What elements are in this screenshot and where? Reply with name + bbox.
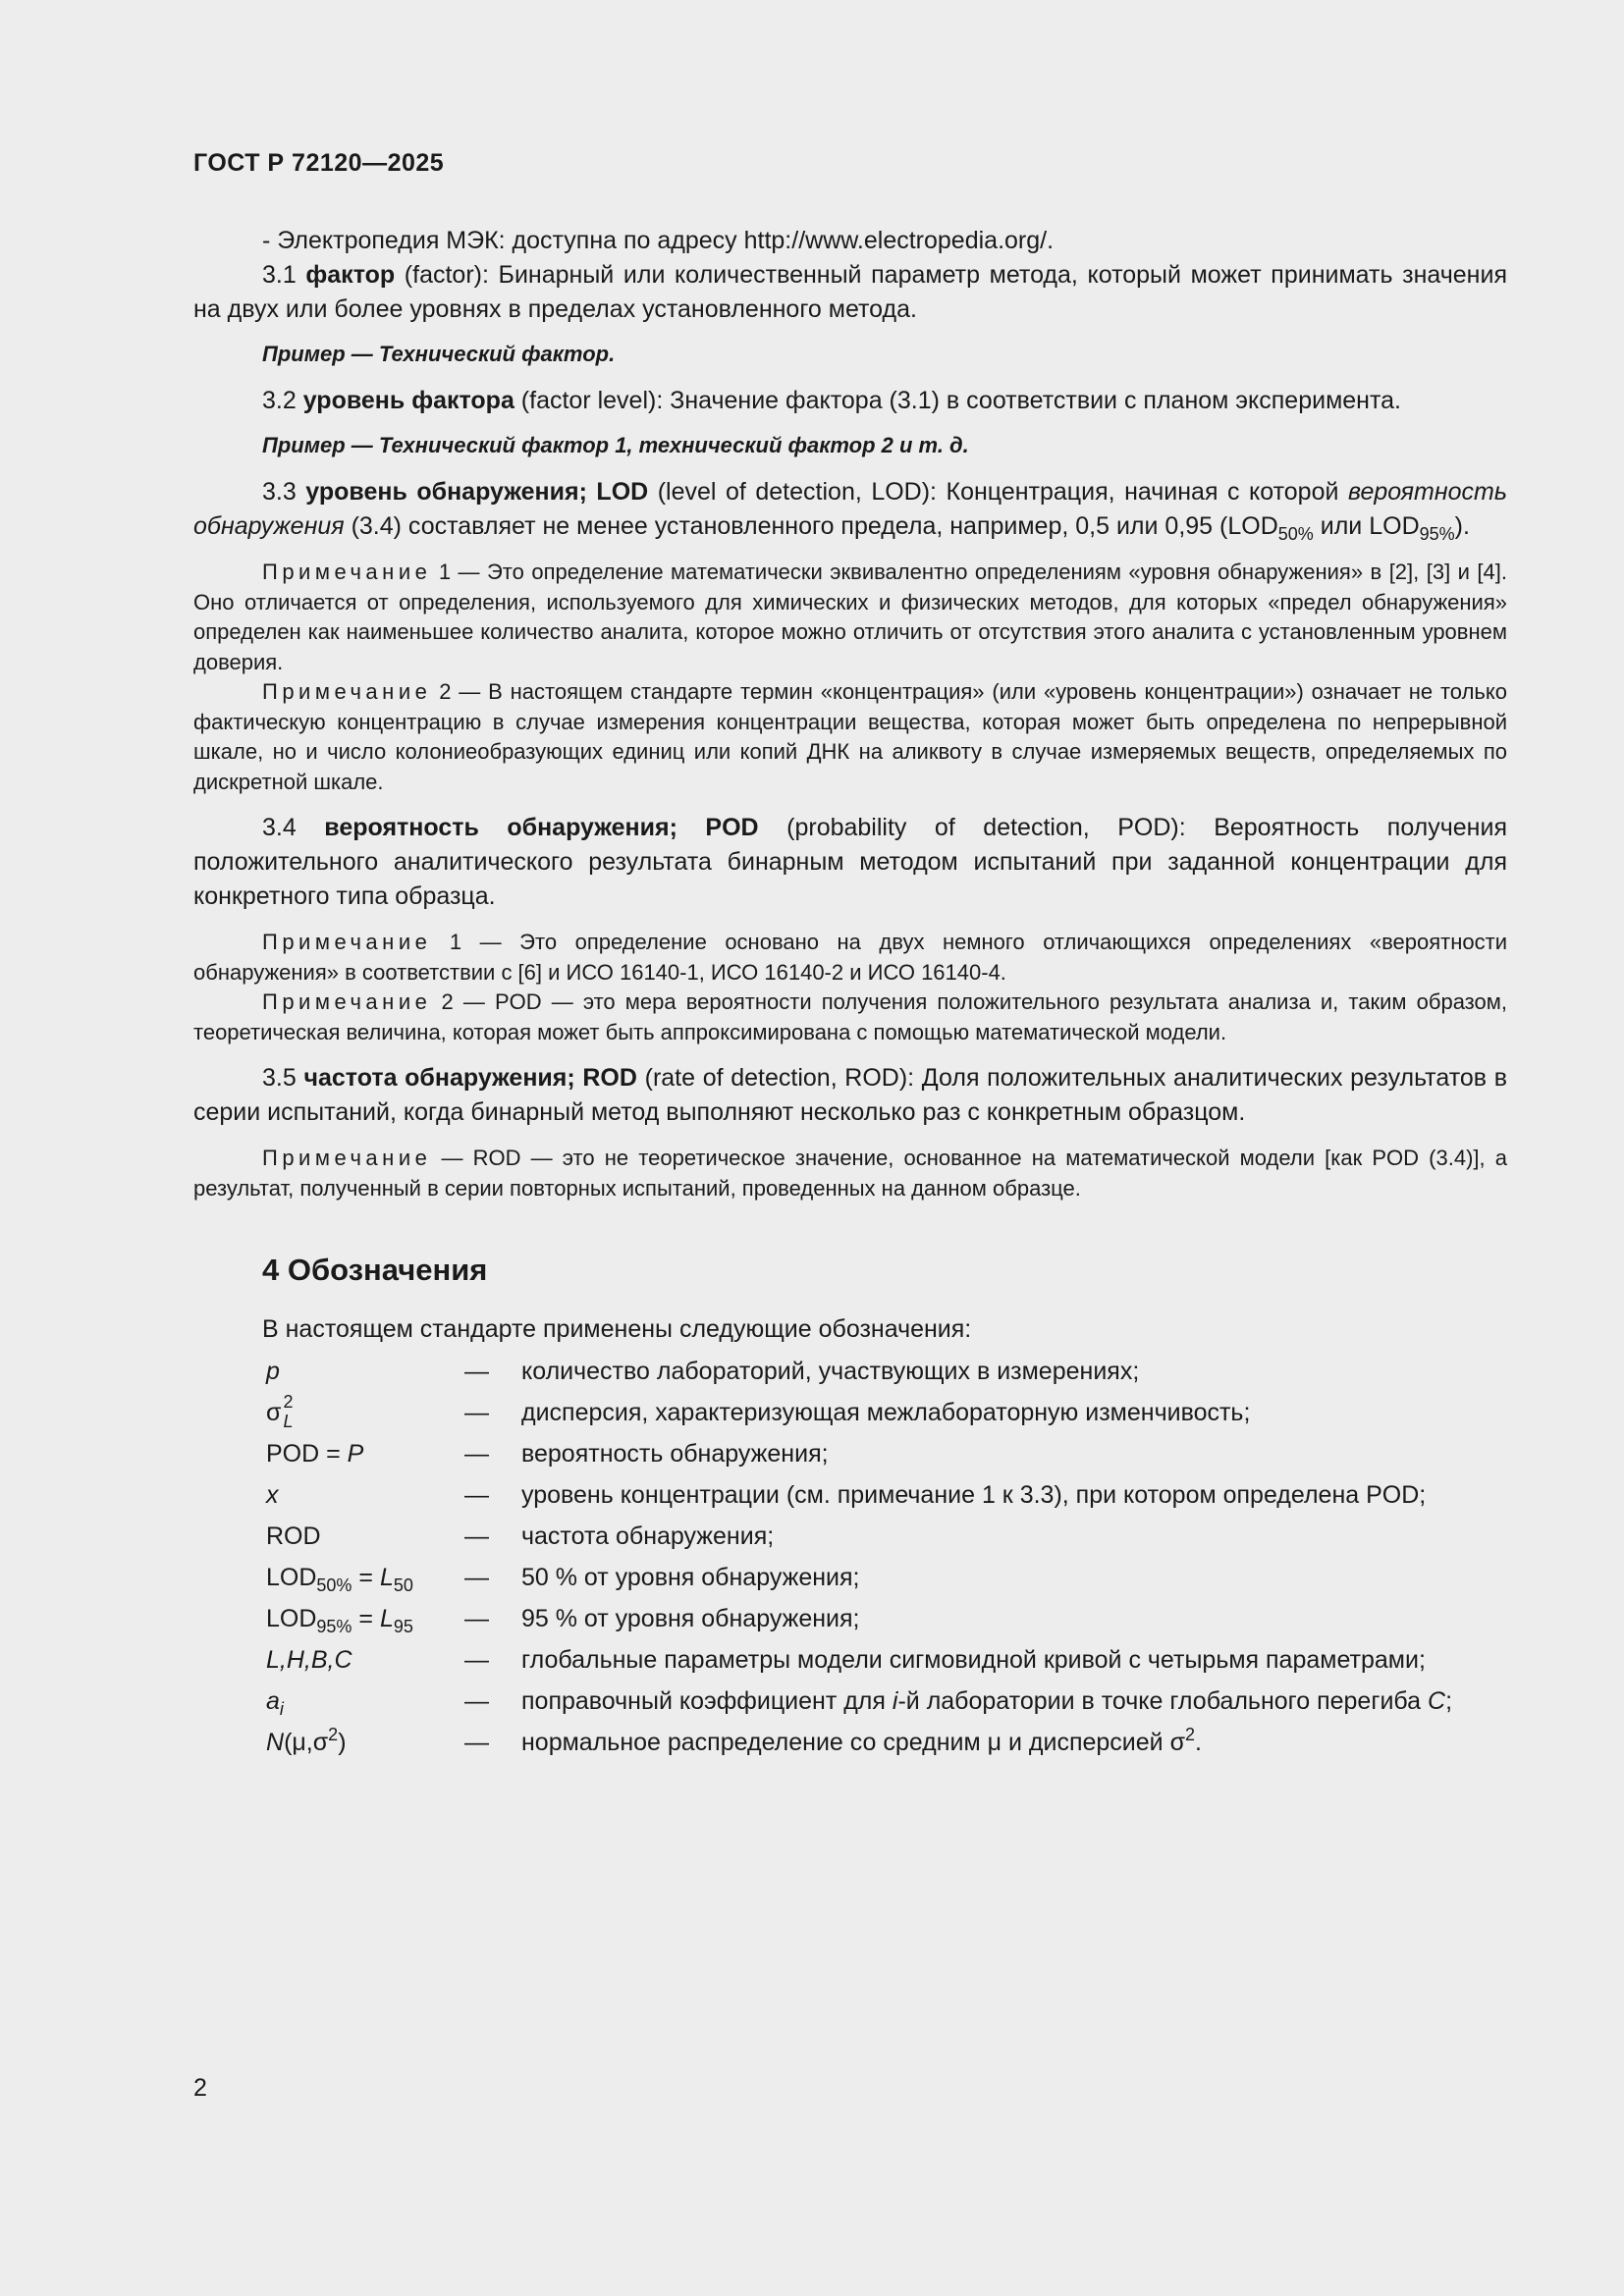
- description-italic: C: [1428, 1687, 1446, 1715]
- term-definition-cont: или LOD: [1320, 512, 1420, 540]
- symbol: [262, 1517, 464, 1558]
- term-name: уровень обнаружения; LOD: [305, 478, 649, 506]
- intro-line: - Электропедия МЭК: доступна по адресу http://www.electropedia.org/.: [262, 227, 1055, 254]
- term-name: фактор: [305, 261, 396, 289]
- term-name: вероятность обнаружения; POD: [324, 814, 759, 841]
- symbols-list: [262, 1352, 1495, 1764]
- note-label: Примечание: [262, 989, 432, 1014]
- term-number: 3.4: [262, 814, 297, 841]
- symbol: [262, 1475, 464, 1517]
- description-text: нормальное распределение со средним μ и дисперсией σ: [521, 1729, 1186, 1756]
- symbol: [262, 1723, 464, 1764]
- symbol: [262, 1599, 464, 1640]
- symbol-description: частота обнаружения;: [521, 1522, 775, 1550]
- symbol-text: LOD: [266, 1605, 317, 1632]
- symbol-text: σ: [266, 1399, 282, 1426]
- symbol-row: [262, 1558, 1495, 1599]
- symbol: [262, 1682, 464, 1723]
- term-name: частота обнаружения; ROD: [303, 1064, 637, 1092]
- note-text: — POD — это мера вероятности получения положительного результата анализа и, таким образом, теоретическая величина, которая может быть аппроксимирована с помощью математической модели.: [193, 989, 1507, 1044]
- note-number: 2: [439, 679, 452, 704]
- symbol-text: a: [266, 1687, 280, 1715]
- term-3-1-example: Пример — Технический фактор.: [262, 342, 616, 366]
- subscript: 50%: [316, 1575, 352, 1595]
- description-text: поправочный коэффициент для: [521, 1687, 886, 1715]
- section-4-intro: В настоящем стандарте применены следующие обозначения:: [262, 1315, 972, 1343]
- note-number: 2: [441, 989, 454, 1014]
- symbol-description: [521, 1682, 1495, 1723]
- subscript: 95%: [316, 1617, 352, 1636]
- symbol-description: глобальные параметры модели сигмовидной кривой с четырьмя параметрами;: [521, 1646, 1426, 1674]
- symbol-dash: —: [464, 1605, 489, 1632]
- symbol-dash: —: [464, 1522, 489, 1550]
- superscript: 2: [1185, 1725, 1196, 1744]
- document-body: [193, 224, 1507, 1764]
- superscript: 2: [328, 1725, 339, 1744]
- sup-sub-pair: [281, 1392, 302, 1431]
- symbol-text: x: [266, 1481, 279, 1509]
- symbol-dash: —: [464, 1481, 489, 1509]
- subscript: i: [279, 1699, 284, 1719]
- symbol-text: LOD: [266, 1564, 317, 1591]
- subscript: 95: [393, 1617, 413, 1636]
- symbol-row: [262, 1682, 1495, 1723]
- note-label: Примечание: [262, 679, 432, 704]
- symbol-text-italic: L: [379, 1564, 394, 1591]
- symbol-description: количество лабораторий, участвующих в измерениях;: [521, 1358, 1140, 1385]
- subscript: L: [283, 1412, 294, 1431]
- subscript: 95%: [1419, 524, 1455, 544]
- note-number: 1: [438, 560, 452, 584]
- symbol-text: POD =: [266, 1440, 348, 1468]
- symbol: [262, 1393, 464, 1434]
- section-4-heading: 4 Обозначения: [262, 1253, 488, 1287]
- term-3-3: [193, 475, 1507, 544]
- symbol-row: [262, 1475, 1495, 1517]
- symbol-dash: —: [464, 1358, 489, 1385]
- term-3-4-note-1: [193, 928, 1507, 988]
- term-3-3-note-1: [193, 558, 1507, 677]
- symbol-row: [262, 1599, 1495, 1640]
- term-3-5-note: [193, 1144, 1507, 1203]
- term-3-2-example: Пример — Технический фактор 1, технический фактор 2 и т. д.: [262, 433, 969, 457]
- symbol-text-italic: N: [266, 1729, 285, 1756]
- symbol-description: [521, 1723, 1495, 1764]
- symbol-text-italic: L: [379, 1605, 394, 1632]
- term-3-1: [193, 258, 1507, 327]
- symbol-dash: —: [464, 1564, 489, 1591]
- symbol-text: ): [338, 1729, 347, 1756]
- term-definition-end: ).: [1454, 512, 1470, 540]
- symbol-description: 50 % от уровня обнаружения;: [521, 1564, 860, 1591]
- note-label: Примечание: [262, 1146, 432, 1170]
- symbol-text: p: [266, 1358, 280, 1385]
- document-header: ГОСТ Р 72120—2025: [193, 149, 445, 177]
- equals-sign: =: [352, 1564, 380, 1591]
- symbol-description: уровень концентрации (см. примечание 1 к 3.3), при котором определена POD;: [521, 1481, 1427, 1509]
- symbol-row: [262, 1434, 1495, 1475]
- description-text: ;: [1445, 1687, 1453, 1715]
- symbol-row: [262, 1723, 1495, 1764]
- term-reference: вероятность обнаружения: [193, 478, 1507, 540]
- superscript: 2: [283, 1392, 294, 1412]
- symbol-dash: —: [464, 1687, 489, 1715]
- description-text: .: [1195, 1729, 1202, 1756]
- symbol-text-italic: P: [347, 1440, 364, 1468]
- note-text: — ROD — это не теоретическое значение, основанное на математической модели [как POD (3.4)], а результат, полученный в серии повторных испытаний, проведенных на данном образце.: [193, 1146, 1507, 1201]
- symbol-dash: —: [464, 1399, 489, 1426]
- term-number: 3.3: [262, 478, 297, 506]
- symbol: [262, 1434, 464, 1475]
- symbol-dash: —: [464, 1646, 489, 1674]
- term-definition: (rate of detection, ROD): Доля положительных аналитических результатов в серии испытаний, когда бинарный метод выполняют несколько раз с конкретным образцом.: [193, 1064, 1508, 1126]
- symbol-text: ROD: [266, 1522, 321, 1550]
- note-number: 1: [449, 930, 462, 954]
- description-text: -й лаборатории в точке глобального перегиба: [897, 1687, 1422, 1715]
- symbol-dash: —: [464, 1729, 489, 1756]
- note-label: Примечание: [262, 930, 432, 954]
- term-definition-cont: (3.4) составляет не менее установленного предела, например, 0,5 или 0,95 (LOD: [351, 512, 1278, 540]
- term-name: уровень фактора: [302, 387, 514, 414]
- note-text: — В настоящем стандарте термин «концентрация» (или «уровень концентрации») означает не только фактическую концентрацию в случае измерения концентрации вещества, которая может быть определена по непрерывной шкале, но и число колониеобразующих единиц или копий ДНК на аликвоту в случае измеряемых веществ, определяемых по дискретной шкале.: [193, 679, 1507, 794]
- symbol-row: [262, 1640, 1495, 1682]
- term-3-5: [193, 1061, 1507, 1130]
- term-definition: (probability of detection, POD): Вероятность получения положительного аналитического результата бинарным методом испытаний при заданной концентрации для конкретного типа образца.: [193, 814, 1507, 910]
- term-definition: (factor): Бинарный или количественный параметр метода, который может принимать значения на двух или более уровнях в пределах установленного метода.: [193, 261, 1507, 323]
- note-text: — Это определение основано на двух немного отличающихся определениях «вероятности обнаружения» в соответствии с [6] и ИСО 16140-1, ИСО 16140-2 и ИСО 16140-4.: [193, 930, 1507, 985]
- page-number: 2: [193, 2074, 207, 2102]
- symbol-row: [262, 1352, 1495, 1393]
- subscript: 50: [393, 1575, 413, 1595]
- symbol-description: вероятность обнаружения;: [521, 1440, 829, 1468]
- symbol: [262, 1558, 464, 1599]
- symbol-row: [262, 1517, 1495, 1558]
- term-number: 3.5: [262, 1064, 297, 1092]
- symbol-text: L,H,B,C: [266, 1646, 352, 1674]
- term-3-3-note-2: [193, 677, 1507, 797]
- term-definition: (level of detection, LOD): Концентрация, начиная с которой: [657, 478, 1339, 506]
- symbol-description: дисперсия, характеризующая межлабораторную изменчивость;: [521, 1399, 1251, 1426]
- symbol-description: 95 % от уровня обнаружения;: [521, 1605, 860, 1632]
- symbol: [262, 1640, 464, 1682]
- note-label: Примечание: [262, 560, 432, 584]
- symbol-row: [262, 1393, 1495, 1434]
- equals-sign: =: [352, 1605, 380, 1632]
- term-number: 3.1: [262, 261, 297, 289]
- term-3-2: [193, 384, 1507, 418]
- note-text: — Это определение математически эквивалентно определениям «уровня обнаружения» в [2], [3] и [4]. Оно отличается от определения, используемого для химических и физических методов, для которых «предел обнаружения» определен как наименьшее количество аналита, которое можно отличить от отсутствия этого аналита с установленным уровнем доверия.: [193, 560, 1507, 674]
- description-italic: i: [892, 1687, 898, 1715]
- term-number: 3.2: [262, 387, 297, 414]
- symbol-text: (μ,σ: [284, 1729, 329, 1756]
- subscript: 50%: [1277, 524, 1314, 544]
- term-3-4-note-2: [193, 988, 1507, 1047]
- term-3-4: [193, 811, 1507, 914]
- symbol-dash: —: [464, 1440, 489, 1468]
- term-definition: (factor level): Значение фактора (3.1) в соответствии с планом эксперимента.: [520, 387, 1401, 414]
